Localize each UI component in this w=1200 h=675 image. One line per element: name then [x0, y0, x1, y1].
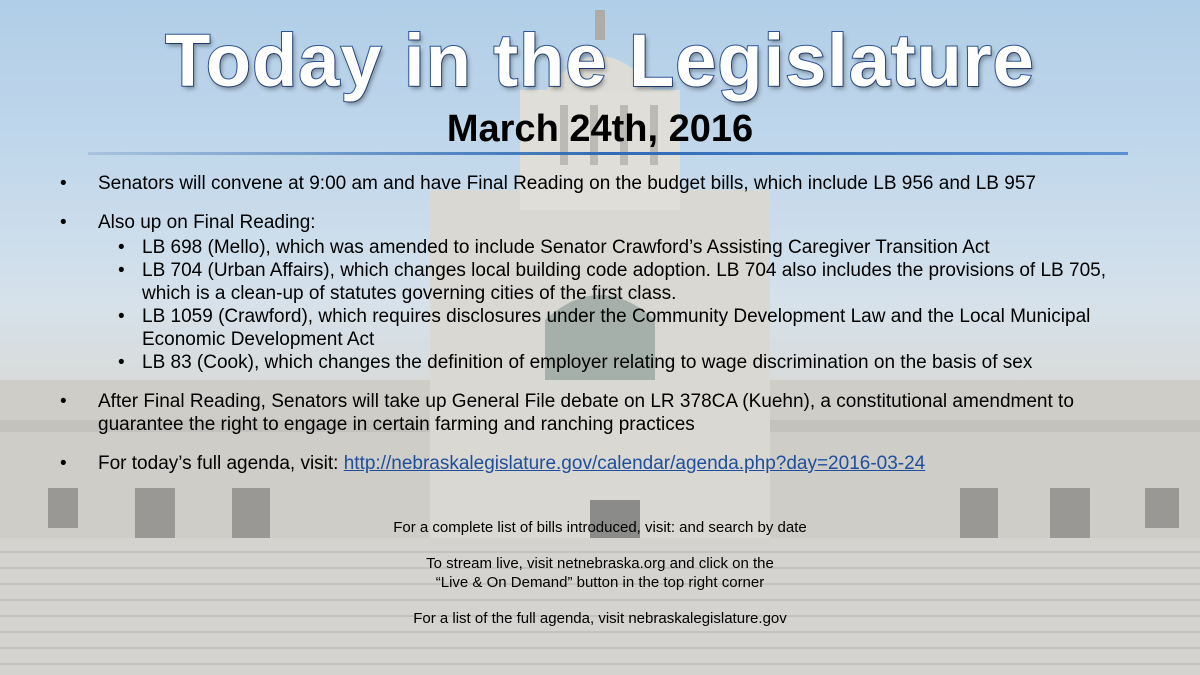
- sub-bullet-text: LB 698 (Mello), which was amended to include Senator Crawford’s Assisting Caregiver Transition Act: [142, 237, 990, 258]
- sub-bullet-text: LB 83 (Cook), which changes the definition of employer relating to wage discrimination on the basis of sex: [142, 352, 1033, 373]
- bullet-item: [60, 390, 1150, 436]
- footer-stream-line2: “Live & On Demand” button in the top right corner: [435, 574, 765, 591]
- sub-bullet-text: LB 1059 (Crawford), which requires disclosures under the Community Development Law and the Local Municipal Economic Development Act: [142, 306, 1091, 350]
- sub-bullet-item: [60, 305, 1150, 351]
- sub-bullet-item: [60, 259, 1150, 305]
- bullet-text: For today’s full agenda, visit:: [98, 453, 344, 474]
- agenda-link[interactable]: http://nebraskalegislature.gov/calendar/agenda.php?day=2016-03-24: [343, 453, 926, 474]
- bullet-text: After Final Reading, Senators will take up General File debate on LR 378CA (Kuehn), a constitutional amendment to guarantee the right to engage in certain farming and ranching practices: [98, 391, 1074, 435]
- footer-stream-line1: To stream live, visit netnebraska.org and click on the: [426, 555, 774, 572]
- bullet-text: Senators will convene at 9:00 am and have Final Reading on the budget bills, which include LB 956 and LB 957: [98, 173, 1036, 194]
- sub-bullet-list: [60, 236, 1150, 374]
- bullet-glyph: •: [118, 237, 125, 258]
- footer-bills-note: For a complete list of bills introduced, visit: and search by date: [393, 519, 807, 536]
- bullet-glyph: •: [118, 306, 125, 327]
- bullet-glyph: •: [60, 453, 67, 474]
- title-divider: [88, 152, 1128, 155]
- bullet-item: [60, 172, 1150, 195]
- footer-notes: [300, 518, 900, 645]
- bullet-glyph: •: [60, 391, 67, 412]
- footer-agenda-note: For a list of the full agenda, visit nebraskalegislature.gov: [413, 610, 787, 627]
- bullet-glyph: •: [60, 173, 67, 194]
- bullet-glyph: •: [60, 212, 67, 233]
- sub-bullet-item: [60, 236, 1150, 259]
- bullet-glyph: •: [118, 260, 125, 281]
- bullet-text: Also up on Final Reading:: [98, 212, 316, 233]
- bullet-list: [60, 172, 1150, 491]
- footer-stream-note: [300, 554, 900, 592]
- slide-title: Today in the Legislature: [165, 19, 1035, 102]
- bullet-glyph: •: [118, 352, 125, 373]
- slide-date: March 24th, 2016: [446, 108, 754, 150]
- bullet-item: [60, 211, 1150, 374]
- sub-bullet-item: [60, 351, 1150, 374]
- bullet-item: [60, 452, 1150, 475]
- sub-bullet-text: LB 704 (Urban Affairs), which changes local building code adoption. LB 704 also includes the provisions of LB 705, which is a clean-up of statutes governing cities of the first class.: [142, 260, 1106, 304]
